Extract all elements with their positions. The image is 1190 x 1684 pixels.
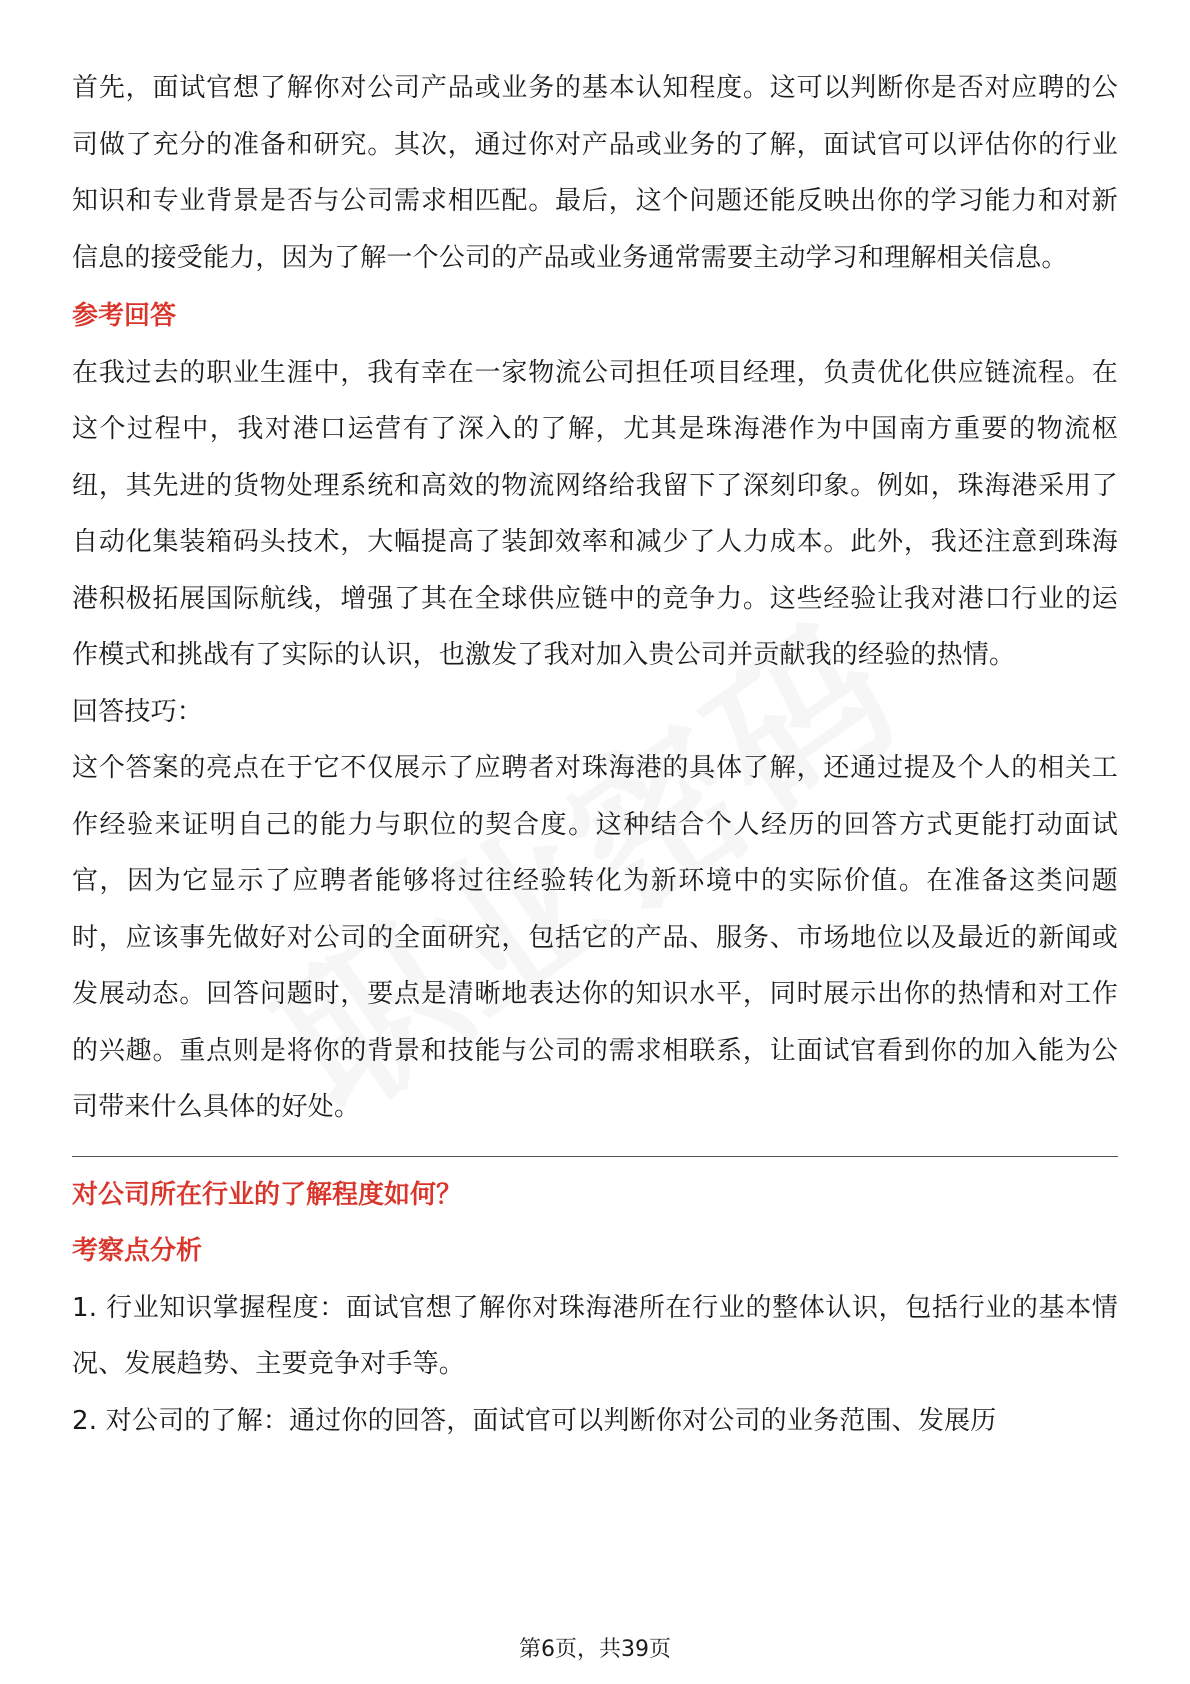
tips-text: 这个答案的亮点在于它不仅展示了应聘者对珠海港的具体了解，还通过提及个人的相关工作经验来证明自己的能力与职位的契合度。这种结合个人经历的回答方式更能打动面试官，因为它显示了应聘者能够将过往经验转化为新环境中的实际价值。在准备这类问题时，应该事先做好对公司的全面研究，包括它的产品、服务、市场地位以及最近的新闻或发展动态。回答问题时，要点是清晰地表达你的知识水平，同时展示出你的热情和对工作的兴趣。重点则是将你的背景和技能与公司的需求相联系，让面试官看到你的加入能为公司带来什么具体的好处。	[72, 753, 1118, 1122]
page-content	[72, 60, 1118, 1449]
intro-paragraph: 首先，面试官想了解你对公司产品或业务的基本认知程度。这可以判断你是否对应聘的公司做了充分的准备和研究。其次，通过你对产品或业务的了解，面试官可以评估你的行业知识和专业背景是否与公司需求相匹配。最后，这个问题还能反映出你的学习能力和对新信息的接受能力，因为了解一个公司的产品或业务通常需要主动学习和理解相关信息。	[72, 73, 1118, 273]
reference-answer-heading: 参考回答	[72, 301, 177, 331]
analysis-item: 1. 行业知识掌握程度：面试官想了解你对珠海港所在行业的整体认识，包括行业的基本情况、发展趋势、主要竞争对手等。	[72, 1292, 1118, 1379]
page-footer: 第6页，共39页	[519, 1637, 671, 1662]
analysis-item: 2. 对公司的了解：通过你的回答，面试官可以判断你对公司的业务范围、发展历	[72, 1405, 997, 1436]
section-divider	[72, 1156, 1118, 1157]
tips-label: 回答技巧：	[72, 696, 204, 727]
reference-answer-text: 在我过去的职业生涯中，我有幸在一家物流公司担任项目经理，负责优化供应链流程。在这个过程中，我对港口运营有了深入的了解，尤其是珠海港作为中国南方重要的物流枢纽，其先进的货物处理系统和高效的物流网络给我留下了深刻印象。例如，珠海港采用了自动化集装箱码头技术，大幅提高了装卸效率和减少了人力成本。此外，我还注意到珠海港积极拓展国际航线，增强了其在全球供应链中的竞争力。这些经验让我对港口行业的运作模式和挑战有了实际的认识，也激发了我对加入贵公司并贡献我的经验的热情。	[72, 357, 1118, 670]
analysis-heading: 考察点分析	[72, 1236, 203, 1266]
question-heading: 对公司所在行业的了解程度如何？	[72, 1179, 463, 1210]
